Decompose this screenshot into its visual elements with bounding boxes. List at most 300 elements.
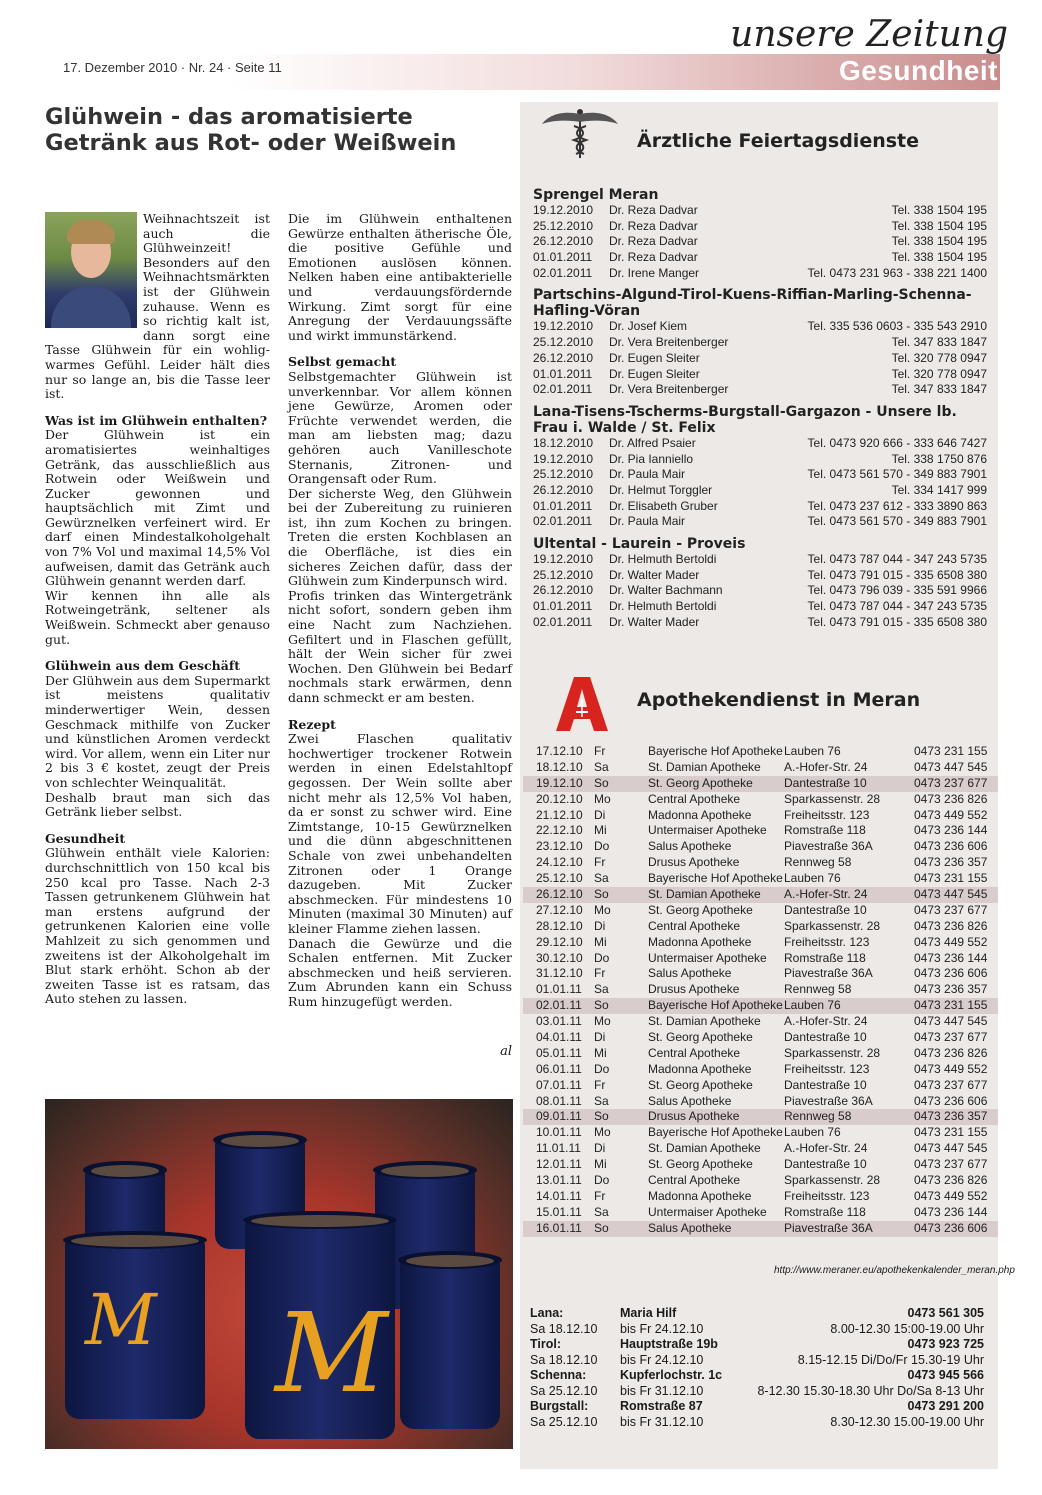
- pharmacy-address: Lauben 76: [784, 871, 841, 886]
- pharmacy-phone: 0473 236 606: [914, 1093, 988, 1108]
- doctor-phone: Tel. 0473 787 044 - 347 243 5735: [807, 552, 987, 566]
- external-pharmacy-row: [530, 1353, 984, 1369]
- gluehwein-mugs-photo: M M: [45, 1099, 513, 1449]
- external-info: 8.00-12.30 15:00-19.00 Uhr: [830, 1321, 984, 1336]
- pharmacy-date: 18.12.10: [536, 759, 583, 774]
- pharmacy-date: 02.01.11: [536, 998, 582, 1013]
- doctor-phone: Tel. 335 536 0603 - 335 543 2910: [807, 319, 987, 334]
- doctor-phone: Tel. 320 778 0947: [891, 366, 987, 381]
- doctor-phone: Tel. 338 1504 195: [891, 218, 987, 233]
- pharmacy-phone: 0473 449 552: [914, 934, 988, 949]
- pharmacy-phone: 0473 236 144: [914, 950, 988, 965]
- pharmacy-weekday: Mi: [594, 934, 607, 949]
- pharmacy-row: [523, 1141, 998, 1157]
- external-place: Lana:: [530, 1306, 564, 1320]
- doctor-row: [533, 568, 987, 584]
- article-paragraph: Zwei Flaschen qualitativ hochwertiger trockener Rotwein werden in einen Edelstahltopf gegossen. Der Wein sollte aber nicht mehr als 12,5% Vol haben, da er sonst zu schwer wird. Eine Zimtstange, 10-15 Gewürznelken und die dünn abgeschnittenen Schale von zwei unbehandelten Zitronen oder 1 Orange dazugeben. Mit Zucker abschmecken. Für mindestens 10 Minuten (maximal 30 Minuten) auf kleiner Flamme ziehen lassen.: [288, 731, 512, 936]
- doctor-group-heading: Sprengel Meran: [533, 187, 659, 203]
- external-detail: bis Fr 24.12.10: [620, 1321, 704, 1336]
- pharmacy-name: St. Georg Apotheke: [648, 775, 753, 790]
- pharmacy-weekday: Do: [594, 839, 610, 854]
- pharmacy-name: Salus Apotheke: [648, 966, 732, 981]
- pharmacy-weekday: Sa: [594, 871, 609, 886]
- pharmacy-weekday: Sa: [594, 1204, 609, 1219]
- pharmacy-row: [523, 919, 998, 935]
- pharmacy-name: St. Damian Apotheke: [648, 759, 761, 774]
- pharmacy-date: 23.12.10: [536, 839, 583, 854]
- doctor-phone: Tel. 347 833 1847: [891, 335, 987, 350]
- external-pharmacy-row: [530, 1368, 984, 1384]
- pharmacy-row: [523, 855, 998, 871]
- pharmacy-address: Freiheitsstr. 123: [784, 1061, 870, 1076]
- pharmacy-row: [523, 1205, 998, 1221]
- pharmacy-phone: 0473 236 826: [914, 918, 988, 933]
- external-place: Burgstall:: [530, 1399, 589, 1413]
- doctor-date: 26.12.2010: [533, 234, 594, 249]
- article-paragraph: Glühwein enthält viele Kalorien: durchschnittlich von 150 kcal bis 250 kcal pro Tasse. Nach 2-3 Tassen getrunkenem Glühwein hat man erstens aufgrund der getrunkenen Kalorien eine volle Mahlzeit zu sich genommen und zweitens ist der Alkoholgehalt im Blut stark erhöht. Schon ab der zweiten Tasse ist es ratsam, das Auto stehen zu lassen.: [45, 845, 270, 1007]
- pharmacy-date: 10.01.11: [536, 1125, 582, 1140]
- pharmacy-row: [523, 935, 998, 951]
- article-paragraph: Wir kennen ihn alle als Rotweingetränk, seltener als Weißwein. Schmeckt aber genauso gut.: [45, 587, 270, 647]
- doctor-name: Dr. Elisabeth Gruber: [609, 498, 718, 513]
- doctor-phone: Tel. 338 1504 195: [891, 250, 987, 265]
- external-info: 0473 923 725: [907, 1337, 984, 1351]
- pharmacy-address: Lauben 76: [784, 1125, 841, 1140]
- doctor-row: [533, 367, 987, 383]
- pharmacy-weekday: Fr: [594, 1077, 606, 1092]
- external-detail: bis Fr 31.12.10: [620, 1414, 704, 1429]
- pharmacy-weekday: Mi: [594, 1157, 607, 1172]
- pharmacy-date: 21.12.10: [536, 807, 583, 822]
- pharmacy-row: [523, 1078, 998, 1094]
- pharmacy-date: 04.01.11: [536, 1030, 582, 1045]
- external-place: Sa 25.12.10: [530, 1383, 598, 1398]
- external-pharmacy-row: [530, 1415, 984, 1431]
- pharmacy-name: Salus Apotheke: [648, 1220, 732, 1235]
- pharmacy-weekday: Fr: [594, 966, 606, 981]
- doctor-row: [533, 351, 987, 367]
- pharmacy-row: [523, 1173, 998, 1189]
- pharmacy-row: [523, 1221, 998, 1237]
- doctor-phone: Tel. 0473 561 570 - 349 883 7901: [807, 514, 987, 529]
- pharmacy-weekday: Fr: [594, 855, 606, 870]
- doctor-date: 02.01.2011: [533, 514, 593, 529]
- pharmacy-address: Lauben 76: [784, 744, 841, 758]
- pharmacy-address: Rennweg 58: [784, 982, 852, 997]
- pharmacy-phone: 0473 236 357: [914, 855, 988, 870]
- pharmacy-date: 28.12.10: [536, 918, 583, 933]
- doctor-row: [533, 499, 987, 515]
- pharmacy-name: Salus Apotheke: [648, 839, 732, 854]
- pharmacy-address: A.-Hofer-Str. 24: [784, 887, 868, 902]
- pharmacy-weekday: Mo: [594, 791, 611, 806]
- pharmacy-weekday: Fr: [594, 1188, 606, 1203]
- doctor-row: [533, 436, 987, 452]
- pharmacy-phone: 0473 237 677: [914, 1157, 988, 1172]
- pharmacy-weekday: Mi: [594, 1045, 607, 1060]
- pharmacy-weekday: Sa: [594, 982, 609, 997]
- external-info: 0473 945 566: [907, 1368, 984, 1382]
- doctor-name: Dr. Helmuth Bertoldi: [609, 599, 717, 614]
- pharmacy-phone: 0473 236 826: [914, 791, 988, 806]
- doctor-name: Dr. Helmut Torggler: [609, 482, 713, 497]
- doctor-date: 18.12.2010: [533, 435, 594, 450]
- pharmacy-weekday: So: [594, 887, 609, 902]
- doctor-name: Dr. Irene Manger: [609, 265, 700, 280]
- doctor-date: 26.12.2010: [533, 350, 594, 365]
- pharmacy-name: Drusus Apotheke: [648, 855, 740, 870]
- pharmacy-weekday: Do: [594, 1061, 610, 1076]
- pharmacy-weekday: Mi: [594, 823, 607, 838]
- doctor-date: 01.01.2011: [533, 498, 593, 513]
- doctor-name: Dr. Josef Kiem: [609, 319, 688, 334]
- doctor-row: [533, 319, 987, 335]
- external-place: Schenna:: [530, 1368, 587, 1382]
- pharmacy-row: [523, 951, 998, 967]
- pharmacy-title: Apothekendienst in Meran: [637, 689, 921, 711]
- doctor-date: 19.12.2010: [533, 451, 594, 466]
- pharmacy-name: Central Apotheke: [648, 918, 741, 933]
- pharmacy-phone: 0473 231 155: [914, 998, 988, 1013]
- pharmacy-phone: 0473 231 155: [914, 871, 988, 886]
- pharmacy-address: A.-Hofer-Str. 24: [784, 1141, 868, 1156]
- pharmacy-weekday: So: [594, 1220, 609, 1235]
- doctor-phone: Tel. 0473 796 039 - 335 591 9966: [807, 583, 987, 598]
- pharmacy-weekday: Mo: [594, 1014, 611, 1029]
- pharmacy-name: Untermaiser Apotheke: [648, 823, 767, 838]
- doctor-phone: Tel. 320 778 0947: [891, 350, 987, 365]
- doctor-name: Dr. Reza Dadvar: [609, 218, 698, 233]
- pharmacy-row: [523, 744, 998, 760]
- pharmacy-date: 15.01.11: [536, 1204, 582, 1219]
- pharmacy-calendar-link[interactable]: http://www.meraner.eu/apothekenkalender_meran.php: [774, 1265, 1015, 1276]
- external-info: 8.30-12.30 15.00-19.00 Uhr: [830, 1414, 984, 1429]
- pharmacy-address: Piavestraße 36A: [784, 966, 873, 981]
- pharmacy-name: Untermaiser Apotheke: [648, 1204, 767, 1219]
- external-pharmacy-row: [530, 1322, 984, 1338]
- pharmacy-date: 11.01.11: [536, 1141, 581, 1156]
- doctor-name: Dr. Walter Bachmann: [609, 583, 723, 598]
- pharmacy-name: St. Georg Apotheke: [648, 1077, 753, 1092]
- doctor-row: [533, 203, 987, 219]
- doctor-phone: Tel. 0473 237 612 - 333 3890 863: [807, 498, 987, 513]
- pharmacy-name: Untermaiser Apotheke: [648, 950, 767, 965]
- external-detail: Romstraße 87: [620, 1399, 703, 1413]
- doctor-row: [533, 583, 987, 599]
- pharmacy-name: Bayerische Hof Apotheke: [648, 1125, 783, 1140]
- article-paragraph: Selbstgemachter Glühwein ist unverkennbar. Vor allem können jene Gewürze, Aromen oder Früchte verwendet werden, die man am liebsten mag; dazu gehören auch Vanilleschote Sternanis, Zitronen- und Orangensaft oder Rum.: [288, 368, 512, 487]
- doctor-phone: Tel. 338 1504 195: [891, 234, 987, 249]
- doctor-date: 26.12.2010: [533, 583, 594, 598]
- external-detail: Kupferlochstr. 1c: [620, 1368, 723, 1382]
- doctor-date: 25.12.2010: [533, 467, 594, 482]
- doctor-date: 02.01.2011: [533, 614, 593, 629]
- article-title: Glühwein - das aromatisierte Getränk aus Rot- oder Weißwein: [45, 104, 457, 156]
- pharmacy-date: 16.01.11: [536, 1220, 582, 1235]
- doctor-date: 25.12.2010: [533, 218, 594, 233]
- pharmacy-phone: 0473 447 545: [914, 759, 988, 774]
- doctor-name: Dr. Helmuth Bertoldi: [609, 552, 717, 566]
- doctor-date: 25.12.2010: [533, 567, 594, 582]
- article-paragraph: Danach die Gewürze und die Schalen entfernen. Mit Zucker abschmecken und heiß servieren. Zum Abrunden kann ein Schuss Rum hinzugefügt werden.: [288, 935, 512, 1009]
- doctor-name: Dr. Paula Mair: [609, 514, 686, 529]
- pharmacy-address: Freiheitsstr. 123: [784, 807, 870, 822]
- article-subheading: Selbst gemacht: [288, 354, 397, 370]
- pharmacy-date: 30.12.10: [536, 950, 583, 965]
- doctors-title: Ärztliche Feiertagsdienste: [637, 130, 920, 152]
- external-place: Sa 18.12.10: [530, 1321, 598, 1336]
- pharmacy-date: 14.01.11: [536, 1188, 582, 1203]
- pharmacy-phone: 0473 236 826: [914, 1173, 988, 1188]
- pharmacy-date: 20.12.10: [536, 791, 583, 806]
- external-info: 8.15-12.15 Di/Do/Fr 15.30-19 Uhr: [797, 1352, 984, 1367]
- pharmacy-address: Piavestraße 36A: [784, 839, 873, 854]
- pharmacy-phone: 0473 231 155: [914, 1125, 988, 1140]
- doctor-date: 01.01.2011: [533, 599, 593, 614]
- pharmacy-address: Rennweg 58: [784, 855, 852, 870]
- doctor-name: Dr. Paula Mair: [609, 467, 686, 482]
- article-paragraph: Deshalb braut man sich das Getränk lieber selbst.: [45, 789, 270, 820]
- pharmacy-phone: 0473 236 606: [914, 966, 988, 981]
- doctor-date: 02.01.2011: [533, 265, 593, 280]
- pharmacy-phone: 0473 447 545: [914, 887, 988, 902]
- pharmacy-date: 29.12.10: [536, 934, 583, 949]
- doctor-group-heading: Partschins-Algund-Tirol-Kuens-Riffian-Marling-Schenna-Hafling-Vöran: [533, 287, 972, 320]
- pharmacy-phone: 0473 447 545: [914, 1014, 988, 1029]
- pharmacy-name: St. Damian Apotheke: [648, 1141, 761, 1156]
- doctor-phone: Tel. 0473 791 015 - 335 6508 380: [807, 614, 987, 629]
- pharmacy-row: [523, 998, 998, 1014]
- pharmacy-phone: 0473 231 155: [914, 744, 988, 758]
- pharmacy-name: Salus Apotheke: [648, 1093, 732, 1108]
- pharmacy-name: Madonna Apotheke: [648, 1061, 752, 1076]
- pharmacy-address: Dantestraße 10: [784, 1077, 867, 1092]
- article-subheading: Rezept: [288, 716, 336, 732]
- pharmacy-row: [523, 903, 998, 919]
- pharmacy-date: 19.12.10: [536, 775, 583, 790]
- doctor-row: [533, 234, 987, 250]
- external-detail: Maria Hilf: [620, 1306, 677, 1320]
- article-column-1: [45, 212, 270, 1007]
- pharmacy-phone: 0473 237 677: [914, 1077, 988, 1092]
- caduceus-icon: [540, 106, 620, 160]
- pharmacy-weekday: So: [594, 775, 609, 790]
- pharmacy-address: Sparkassenstr. 28: [784, 791, 881, 806]
- doctor-date: 19.12.2010: [533, 319, 594, 334]
- doctor-row: [533, 452, 987, 468]
- doctor-row: [533, 483, 987, 499]
- pharmacy-name: Madonna Apotheke: [648, 807, 752, 822]
- author-portrait: [45, 212, 137, 328]
- pharmacy-row: [523, 1046, 998, 1062]
- pharmacy-address: Dantestraße 10: [784, 902, 867, 917]
- pharmacy-address: Dantestraße 10: [784, 775, 867, 790]
- pharmacy-phone: 0473 237 677: [914, 1030, 988, 1045]
- doctor-date: 25.12.2010: [533, 335, 594, 350]
- pharmacy-row: [523, 871, 998, 887]
- pharmacy-weekday: Mo: [594, 1125, 611, 1140]
- pharmacy-weekday: Fr: [594, 744, 606, 758]
- external-place: Sa 25.12.10: [530, 1414, 598, 1429]
- pharmacy-phone: 0473 449 552: [914, 1188, 988, 1203]
- pharmacy-name: Drusus Apotheke: [648, 1109, 740, 1124]
- pharmacy-weekday: Mo: [594, 902, 611, 917]
- pharmacy-phone: 0473 449 552: [914, 807, 988, 822]
- pharmacy-row: [523, 982, 998, 998]
- doctor-row: [533, 266, 987, 282]
- doctor-row: [533, 552, 987, 568]
- author-initials: al: [500, 1044, 512, 1059]
- doctor-name: Dr. Pia Ianniello: [609, 451, 694, 466]
- article-paragraph: Der sicherste Weg, den Glühwein bei der Zubereitung zu ruinieren ist, ihn zum Kochen zu bringen. Treten die ersten Kochblasen an die Oberfläche, ist dies ein sicheres Zeichen dafür, dass der Glühwein zum Kinderpunsch wird.: [288, 485, 512, 589]
- pharmacy-phone: 0473 447 545: [914, 1141, 988, 1156]
- doctor-name: Dr. Eugen Sleiter: [609, 350, 700, 365]
- pharmacy-row: [523, 1062, 998, 1078]
- pharmacy-address: Lauben 76: [784, 998, 841, 1013]
- doctor-phone: Tel. 0473 561 570 - 349 883 7901: [807, 467, 987, 482]
- doctor-date: 19.12.2010: [533, 203, 594, 217]
- doctor-group-heading: Ultental - Laurein - Proveis: [533, 536, 746, 552]
- doctor-date: 01.01.2011: [533, 250, 593, 265]
- pharmacy-row: [523, 1094, 998, 1110]
- doctor-row: [533, 514, 987, 530]
- doctor-name: Dr. Alfred Psaier: [609, 435, 696, 450]
- pharmacy-row: [523, 1014, 998, 1030]
- pharmacy-date: 12.01.11: [536, 1157, 582, 1172]
- pharmacy-date: 06.01.11: [536, 1061, 582, 1076]
- doctor-group-heading: Lana-Tisens-Tscherms-Burgstall-Gargazon - Unsere lb. Frau i. Walde / St. Felix: [533, 403, 957, 436]
- pharmacy-weekday: Sa: [594, 1093, 609, 1108]
- doctor-row: [533, 335, 987, 351]
- doctor-name: Dr. Reza Dadvar: [609, 203, 698, 217]
- doctor-name: Dr. Vera Breitenberger: [609, 382, 729, 397]
- pharmacy-phone: 0473 237 677: [914, 902, 988, 917]
- pharmacy-row: [523, 1030, 998, 1046]
- article-paragraph: Die im Glühwein enthaltenen Gewürze enthalten ätherische Öle, die positive Gefühle und Emotionen auslösen können. Nelken haben eine antibakterielle und verdauungsfördernde Wirkung. Zimt sorgt für eine Anregung der Verdauungssäfte und wirkt immunstärkend.: [288, 211, 512, 343]
- external-pharmacy-row: [530, 1306, 984, 1322]
- pharmacy-date: 26.12.10: [536, 887, 583, 902]
- pharmacy-phone: 0473 236 606: [914, 839, 988, 854]
- pharmacy-date: 22.12.10: [536, 823, 583, 838]
- pharmacy-phone: 0473 236 144: [914, 823, 988, 838]
- pharmacy-row: [523, 966, 998, 982]
- external-detail: Hauptstraße 19b: [620, 1337, 718, 1351]
- pharmacy-weekday: Do: [594, 1173, 610, 1188]
- doctor-name: Dr. Eugen Sleiter: [609, 366, 700, 381]
- doctor-name: Dr. Reza Dadvar: [609, 234, 698, 249]
- doctor-phone: Tel. 338 1504 195: [891, 203, 987, 217]
- pharmacy-name: St. Damian Apotheke: [648, 1014, 761, 1029]
- pharmacy-name: St. Damian Apotheke: [648, 887, 761, 902]
- pharmacy-weekday: Di: [594, 807, 606, 822]
- pharmacy-name: Central Apotheke: [648, 1045, 741, 1060]
- pharmacy-a-icon: [556, 675, 608, 733]
- doctor-phone: Tel. 347 833 1847: [891, 382, 987, 397]
- pharmacy-date: 03.01.11: [536, 1014, 582, 1029]
- pharmacy-name: Bayerische Hof Apotheke: [648, 998, 783, 1013]
- pharmacy-date: 24.12.10: [536, 855, 583, 870]
- pharmacy-name: Drusus Apotheke: [648, 982, 740, 997]
- doctor-date: 19.12.2010: [533, 552, 594, 566]
- pharmacy-name: St. Georg Apotheke: [648, 1030, 753, 1045]
- pharmacy-date: 01.01.11: [536, 982, 582, 997]
- pharmacy-weekday: Di: [594, 1030, 606, 1045]
- pharmacy-row: [523, 792, 998, 808]
- doctor-phone: Tel. 0473 787 044 - 347 243 5735: [807, 599, 987, 614]
- doctor-row: [533, 467, 987, 483]
- doctor-name: Dr. Reza Dadvar: [609, 250, 698, 265]
- pharmacy-date: 07.01.11: [536, 1077, 582, 1092]
- pharmacy-date: 05.01.11: [536, 1045, 582, 1060]
- article-subheading: Glühwein aus dem Geschäft: [45, 658, 240, 674]
- pharmacy-address: Dantestraße 10: [784, 1157, 867, 1172]
- doctor-date: 01.01.2011: [533, 366, 593, 381]
- pharmacy-phone: 0473 236 606: [914, 1220, 988, 1235]
- pharmacy-date: 13.01.11: [536, 1173, 582, 1188]
- pharmacy-address: Sparkassenstr. 28: [784, 918, 881, 933]
- pharmacy-date: 09.01.11: [536, 1109, 582, 1124]
- issue-date: 17. Dezember 2010 · Nr. 24 · Seite 11: [63, 60, 282, 75]
- external-pharmacy-row: [530, 1399, 984, 1415]
- pharmacy-name: Bayerische Hof Apotheke: [648, 744, 783, 758]
- pharmacy-address: A.-Hofer-Str. 24: [784, 1014, 868, 1029]
- pharmacy-phone: 0473 236 357: [914, 1109, 988, 1124]
- pharmacy-row: [523, 760, 998, 776]
- pharmacy-weekday: Di: [594, 918, 606, 933]
- doctor-row: [533, 219, 987, 235]
- pharmacy-name: St. Georg Apotheke: [648, 1157, 753, 1172]
- doctor-name: Dr. Vera Breitenberger: [609, 335, 729, 350]
- pharmacy-row: [523, 839, 998, 855]
- doctor-phone: Tel. 334 1417 999: [891, 482, 987, 497]
- pharmacy-phone: 0473 236 826: [914, 1045, 988, 1060]
- pharmacy-address: Romstraße 118: [784, 823, 866, 838]
- pharmacy-name: Madonna Apotheke: [648, 934, 752, 949]
- external-detail: bis Fr 31.12.10: [620, 1383, 704, 1398]
- pharmacy-row: [523, 1157, 998, 1173]
- pharmacy-address: Piavestraße 36A: [784, 1220, 873, 1235]
- external-place: Sa 18.12.10: [530, 1352, 598, 1367]
- pharmacy-address: Freiheitsstr. 123: [784, 1188, 870, 1203]
- pharmacy-row: [523, 887, 998, 903]
- pharmacy-weekday: Di: [594, 1141, 606, 1156]
- doctor-phone: Tel. 0473 920 666 - 333 646 7427: [807, 435, 987, 450]
- pharmacy-phone: 0473 236 357: [914, 982, 988, 997]
- external-info: 8-12.30 15.30-18.30 Uhr Do/Sa 8-13 Uhr: [757, 1383, 984, 1398]
- pharmacy-address: Dantestraße 10: [784, 1030, 867, 1045]
- external-detail: bis Fr 24.12.10: [620, 1352, 704, 1367]
- pharmacy-row: [523, 1109, 998, 1125]
- pharmacy-address: Piavestraße 36A: [784, 1093, 873, 1108]
- pharmacy-phone: 0473 449 552: [914, 1061, 988, 1076]
- pharmacy-row: [523, 1189, 998, 1205]
- pharmacy-weekday: Do: [594, 950, 610, 965]
- article-subheading: Was ist im Glühwein enthalten?: [45, 412, 268, 428]
- pharmacy-phone: 0473 237 677: [914, 775, 988, 790]
- pharmacy-date: 31.12.10: [536, 966, 583, 981]
- pharmacy-name: Central Apotheke: [648, 1173, 741, 1188]
- pharmacy-address: Freiheitsstr. 123: [784, 934, 870, 949]
- pharmacy-date: 27.12.10: [536, 902, 583, 917]
- article-subheading: Gesundheit: [45, 830, 126, 846]
- pharmacy-row: [523, 776, 998, 792]
- external-info: 0473 561 305: [907, 1306, 984, 1320]
- pharmacy-address: A.-Hofer-Str. 24: [784, 759, 868, 774]
- article-paragraph: Der Glühwein aus dem Supermarkt ist meistens qualitativ minderwertiger Wein, dessen Geschmack mithilfe von Zucker und künstlichen Aromen verdeckt wird. Vor allem, wenn ein Liter nur 2 bis 3 € kostet, zeugt der Preis von schlechter Weinqualität.: [45, 672, 270, 790]
- pharmacy-table: [523, 744, 998, 1237]
- pharmacy-weekday: So: [594, 998, 609, 1013]
- doctor-row: [533, 250, 987, 266]
